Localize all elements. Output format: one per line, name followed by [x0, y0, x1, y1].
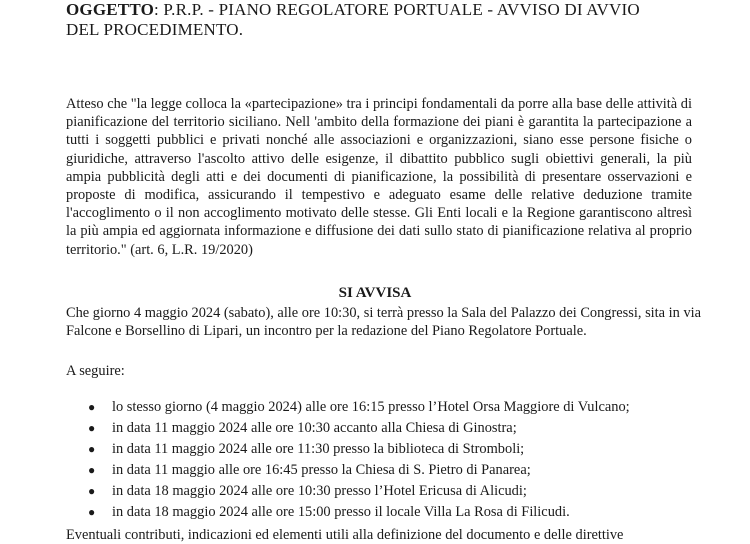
event-text: in data 18 maggio 2024 alle ore 10:30 presso l’Hotel Ericusa di Alicudi; — [112, 483, 527, 499]
events-list — [88, 397, 708, 523]
event-text: lo stesso giorno (4 maggio 2024) alle ore 16:15 presso l’Hotel Orsa Maggiore di Vulcano; — [112, 399, 630, 415]
list-item — [88, 502, 708, 523]
bullet-icon: ● — [88, 442, 96, 456]
bullet-icon: ● — [88, 400, 96, 414]
list-item — [88, 481, 708, 502]
subject-title: : P.R.P. - PIANO REGOLATORE PORTUALE - AVVISO DI AVVIO — [154, 0, 640, 19]
bullet-icon: ● — [88, 484, 96, 498]
bullet-icon: ● — [88, 463, 96, 477]
avvisa-text: Che giorno 4 maggio 2024 (sabato), alle ore 10:30, si terrà presso la Sala del Palazzo dei Congressi, sita in via Falcone e Borsellino di Lipari, un incontro per la redazione del Piano Regolatore Portuale. — [66, 305, 702, 340]
list-item — [88, 397, 708, 418]
avvisa-heading: SI AVVISA — [338, 285, 412, 301]
bullet-icon: ● — [88, 421, 96, 435]
list-item — [88, 418, 708, 439]
subject-label: OGGETTO — [66, 0, 155, 19]
event-text: in data 11 maggio 2024 alle ore 11:30 presso la biblioteca di Stromboli; — [112, 441, 525, 457]
footer-partial-text: Eventuali contributi, indicazioni ed elementi utili alla definizione del documento e delle direttive — [66, 527, 624, 543]
bullet-icon: ● — [88, 505, 96, 519]
event-text: in data 11 maggio 2024 alle ore 10:30 accanto alla Chiesa di Ginostra; — [112, 420, 517, 436]
seguire-label: A seguire: — [66, 363, 125, 379]
list-item — [88, 460, 708, 481]
list-item — [88, 439, 708, 460]
subject-line-2: DEL PROCEDIMENTO. — [66, 20, 244, 39]
subject-heading — [66, 0, 746, 40]
event-text: in data 11 maggio alle ore 16:45 presso la Chiesa di S. Pietro di Panarea; — [112, 462, 531, 478]
subject-line-1 — [66, 0, 746, 20]
event-text: in data 18 maggio 2024 alle ore 15:00 presso il locale Villa La Rosa di Filicudi. — [112, 504, 570, 520]
intro-paragraph: Atteso che "la legge colloca la «partecipazione» tra i principi fondamentali da porre alla base delle attività di pianificazione del territorio siciliano. Nell 'ambito della formazione dei piani è garantita la partecipazione a tutti i soggetti pubblici e privati nonché alle associazioni e organizzazioni, siano esse persone fisiche o giuridiche, attraverso l'ascolto attivo delle esigenze, il dibattito pubblico sugli obiettivi generali, la più ampia pubblicità degli atti e dei documenti di pianificazione, la possibilità di presentare osservazioni e proposte di modifica, assicurando il tempestivo e adeguato esame delle relative deduzione tramite l'accoglimento o il non accoglimento motivato delle stesse. Gli Enti locali e la Regione garantiscono altresì la più ampia ed aggiornata informazione e diffusione dei dati sullo stato di pianificazione relativa al proprio territorio." (art. 6, L.R. 19/2020) — [66, 96, 692, 258]
